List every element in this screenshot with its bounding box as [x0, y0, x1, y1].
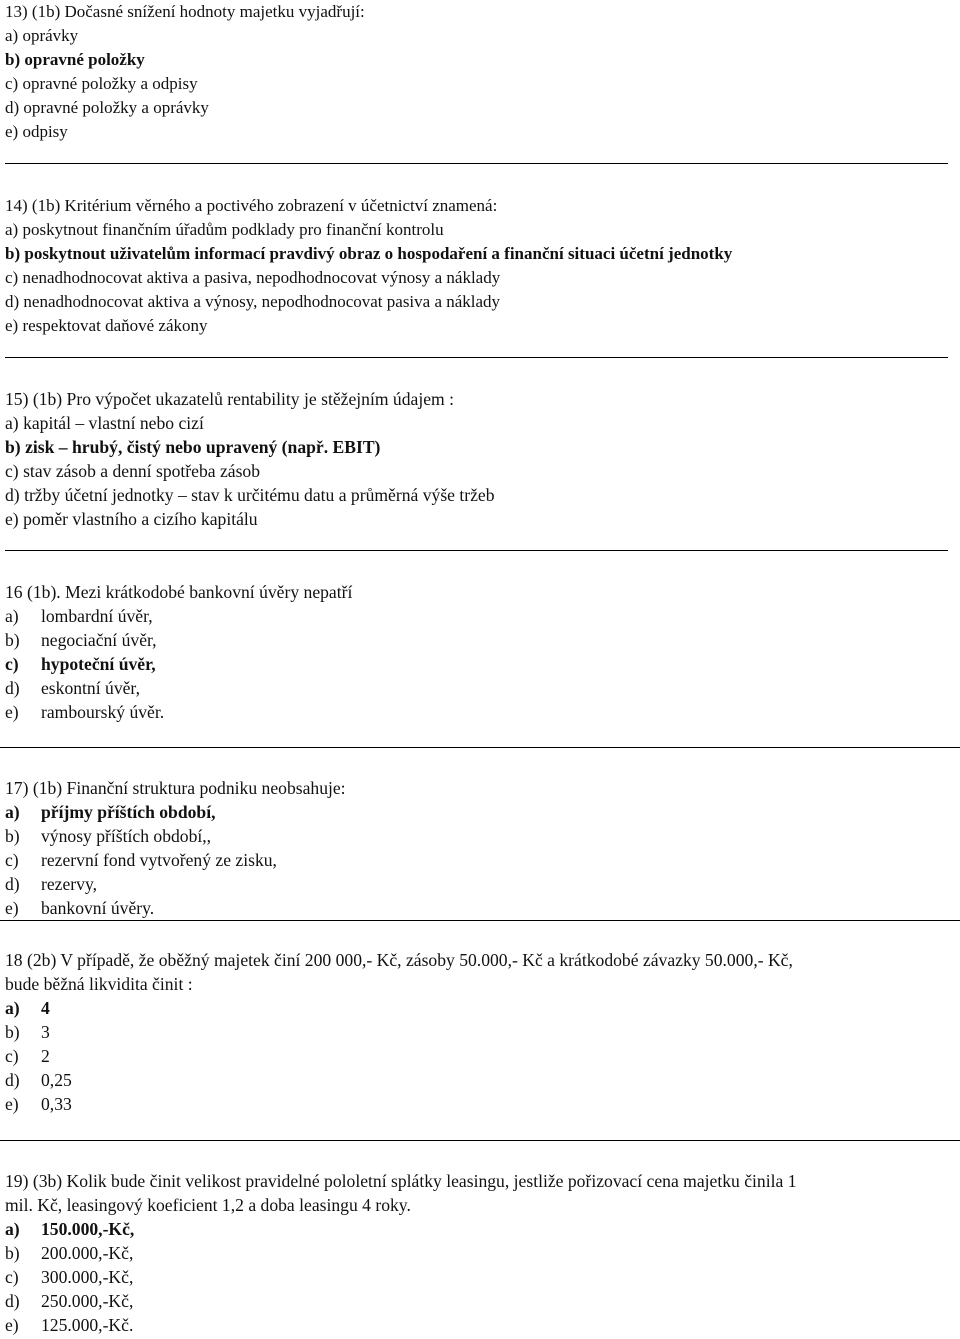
- separator-rule: [5, 357, 948, 358]
- option-label: b): [5, 1022, 20, 1042]
- separator-rule: [0, 920, 960, 921]
- question-17-option-d: [5, 872, 97, 896]
- option-text: rezervy,: [41, 874, 97, 894]
- option-label: b): [5, 630, 20, 650]
- option-label: c): [5, 850, 19, 870]
- option-text: 150.000,-Kč,: [41, 1219, 135, 1239]
- option-text: negociační úvěr,: [41, 630, 157, 650]
- option-text: hypoteční úvěr,: [41, 654, 156, 674]
- option-text: 125.000,-Kč.: [41, 1315, 134, 1335]
- question-17-option-a: [5, 800, 216, 824]
- option-text: eskontní úvěr,: [41, 678, 140, 698]
- option-label: c): [5, 1046, 19, 1066]
- option-label: d): [5, 1291, 20, 1311]
- question-19-option-e: [5, 1313, 133, 1337]
- option-label: b): [5, 437, 21, 457]
- question-16-option-b: [5, 628, 157, 652]
- option-text: zisk – hrubý, čistý nebo upravený (např. EBIT): [25, 437, 381, 457]
- option-label: a): [5, 802, 20, 822]
- option-label: e): [5, 898, 19, 918]
- question-15-text: 15) (1b) Pro výpočet ukazatelů rentability je stěžejním údajem :: [5, 389, 454, 409]
- question-14-option-d: d) nenadhodnocovat aktiva a výnosy, nepodhodnocovat pasiva a náklady: [5, 292, 501, 311]
- option-label: a): [5, 1219, 20, 1239]
- question-18-option-e: [5, 1092, 72, 1116]
- option-text: poměr vlastního a cizího kapitálu: [23, 509, 258, 529]
- question-13-option-e: e) odpisy: [5, 122, 68, 141]
- question-19-text-line-1: 19) (3b) Kolik bude činit velikost pravidelné pololetní splátky leasingu, jestliže pořizovací cena majetku činila 1: [5, 1171, 797, 1191]
- question-15-option-b: [5, 435, 380, 459]
- option-text: výnosy příštích období,,: [41, 826, 212, 846]
- option-text: kapitál – vlastní nebo cizí: [23, 413, 204, 433]
- question-14-option-c: c) nenadhodnocovat aktiva a pasiva, nepodhodnocovat výnosy a náklady: [5, 268, 501, 287]
- question-17-option-b: [5, 824, 211, 848]
- question-17-option-e: [5, 896, 154, 920]
- option-label: e): [5, 509, 19, 529]
- question-18-option-d: [5, 1068, 72, 1092]
- question-13-option-c: c) opravné položky a odpisy: [5, 74, 198, 93]
- question-19-option-a: [5, 1217, 134, 1241]
- question-13-option-a: a) oprávky: [5, 26, 79, 45]
- option-label: c): [5, 1267, 19, 1287]
- question-15-option-a: [5, 411, 204, 435]
- question-18-text-line-1: 18 (2b) V případě, že oběžný majetek činí 200 000,- Kč, zásoby 50.000,- Kč a krátkodobé závazky 50.000,- Kč,: [5, 950, 793, 970]
- separator-rule: [5, 163, 948, 164]
- option-text: rambourský úvěr.: [41, 702, 165, 722]
- question-18-option-b: [5, 1020, 50, 1044]
- option-label: d): [5, 1070, 20, 1090]
- separator-rule: [0, 1140, 960, 1141]
- question-16-option-a: [5, 604, 153, 628]
- question-16-text: 16 (1b). Mezi krátkodobé bankovní úvěry nepatří: [5, 582, 353, 602]
- option-label: e): [5, 1315, 19, 1335]
- option-text: tržby účetní jednotky – stav k určitému datu a průměrná výše tržeb: [24, 485, 495, 505]
- option-text: 2: [41, 1046, 50, 1066]
- question-13-option-d: d) opravné položky a oprávky: [5, 98, 209, 117]
- question-18-option-c: [5, 1044, 50, 1068]
- option-text: 250.000,-Kč,: [41, 1291, 134, 1311]
- question-18-option-a: [5, 996, 50, 1020]
- question-14-text: 14) (1b) Kritérium věrného a poctivého zobrazení v účetnictví znamená:: [5, 196, 498, 215]
- question-13-text: 13) (1b) Dočasné snížení hodnoty majetku vyjadřují:: [5, 2, 365, 21]
- option-text: příjmy příštích období,: [41, 802, 216, 822]
- question-13-option-b: b) opravné položky: [5, 50, 145, 69]
- option-label: b): [5, 1243, 20, 1263]
- option-text: 0,25: [41, 1070, 72, 1090]
- question-15-option-c: [5, 459, 260, 483]
- question-19-option-b: [5, 1241, 133, 1265]
- option-label: c): [5, 654, 19, 674]
- option-label: d): [5, 874, 20, 894]
- option-text: 200.000,-Kč,: [41, 1243, 134, 1263]
- option-text: bankovní úvěry.: [41, 898, 155, 918]
- option-text: lombardní úvěr,: [41, 606, 153, 626]
- question-19-text-line-2: mil. Kč, leasingový koeficient 1,2 a doba leasingu 4 roky.: [5, 1195, 411, 1215]
- question-16-option-e: [5, 700, 164, 724]
- option-label: d): [5, 485, 20, 505]
- option-label: c): [5, 461, 19, 481]
- question-14-option-b: b) poskytnout uživatelům informací pravdivý obraz o hospodaření a finanční situaci účetní jednotky: [5, 244, 733, 263]
- question-15-option-d: [5, 483, 495, 507]
- question-15-option-e: [5, 507, 258, 531]
- question-18-text-line-2: bude běžná likvidita činit :: [5, 974, 193, 994]
- option-label: e): [5, 702, 19, 722]
- option-text: rezervní fond vytvořený ze zisku,: [41, 850, 277, 870]
- question-16-option-d: [5, 676, 140, 700]
- question-19-option-c: [5, 1265, 133, 1289]
- question-17-option-c: [5, 848, 277, 872]
- option-label: a): [5, 413, 19, 433]
- question-16-option-c: [5, 652, 156, 676]
- option-label: e): [5, 1094, 19, 1114]
- option-label: b): [5, 826, 20, 846]
- option-label: a): [5, 998, 20, 1018]
- option-text: 3: [41, 1022, 50, 1042]
- question-14-option-a: a) poskytnout finančním úřadům podklady pro finanční kontrolu: [5, 220, 444, 239]
- separator-rule: [5, 550, 948, 551]
- option-text: stav zásob a denní spotřeba zásob: [23, 461, 261, 481]
- option-text: 4: [41, 998, 50, 1018]
- question-19-option-d: [5, 1289, 133, 1313]
- option-text: 300.000,-Kč,: [41, 1267, 134, 1287]
- question-17-text: 17) (1b) Finanční struktura podniku neobsahuje:: [5, 778, 346, 798]
- option-label: a): [5, 606, 19, 626]
- question-14-option-e: e) respektovat daňové zákony: [5, 316, 208, 335]
- option-label: d): [5, 678, 20, 698]
- separator-rule: [0, 747, 960, 748]
- option-text: 0,33: [41, 1094, 72, 1114]
